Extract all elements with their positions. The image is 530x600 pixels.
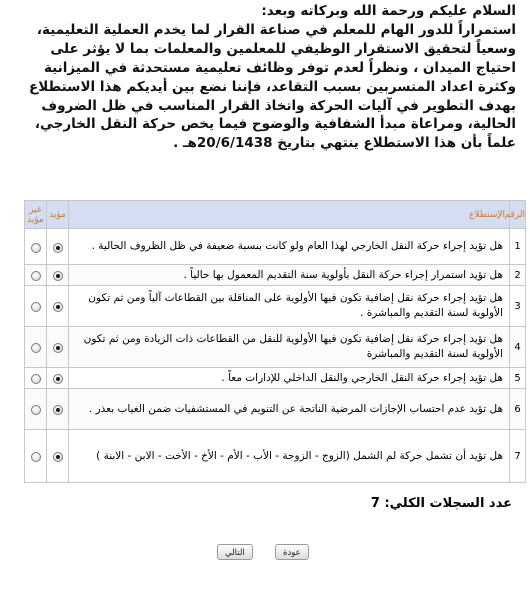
intro-line: بهدف التطوير في آليات الحركة واتخاذ القرار المناسب في ظل الضروف [41, 97, 516, 114]
intro-line: احتياج الميدان ، ونظراً لعدم توفر وظائف تعليمية مستحدثة في الميزانية [43, 59, 516, 76]
row-number: 6 [510, 389, 526, 430]
disagree-option[interactable] [25, 389, 47, 430]
agree-radio[interactable] [53, 405, 63, 415]
row-number: 7 [510, 430, 526, 483]
survey-table [24, 200, 526, 483]
survey-row [25, 286, 526, 327]
agree-radio[interactable] [53, 302, 63, 312]
agree-option[interactable] [47, 286, 69, 327]
agree-option[interactable] [47, 327, 69, 368]
agree-option[interactable] [47, 229, 69, 265]
survey-row [25, 389, 526, 430]
disagree-option[interactable] [25, 368, 47, 389]
intro-line: السلام عليكم ورحمة الله وبركاته وبعد: [261, 3, 516, 19]
row-question: هل تؤيد عدم احتساب الإجازات المرضية الناتجة عن التنويم في المستشفيات ضمن الغياب بعذر . [69, 389, 510, 430]
survey-row [25, 430, 526, 483]
disagree-option[interactable] [25, 265, 47, 286]
header-question: الإستطلاع [69, 201, 510, 229]
intro-line: وسعياً لتحقيق الاستقرار الوظيفي للمعلمين والمعلمات بما لا يؤثر على [50, 40, 516, 57]
header-number: الرقم [510, 201, 526, 229]
agree-radio[interactable] [53, 452, 63, 462]
row-question: هل تؤيد استمرار إجراء حركة النقل بأولوية سنة التقديم المعمول بها حالياً . [69, 265, 510, 286]
agree-radio[interactable] [53, 271, 63, 281]
disagree-radio[interactable] [31, 343, 41, 353]
survey-row [25, 265, 526, 286]
row-question: هل تؤيد إجراء حركة نقل إضافية تكون فيها الأولوية للنقل من القطاعات ذات الزيادة ومن ثم تكون الأولوية لسنة التقديم والمباشرة [69, 327, 510, 368]
disagree-radio[interactable] [31, 405, 41, 415]
intro-line: علماً بأن هذا الاستطلاع ينتهي بتاريخ 20/6/1438هـ . [173, 135, 516, 152]
row-question: هل تؤيد إجراء حركة النقل الخارجي والنقل الداخلي للإدارات معاً . [69, 368, 510, 389]
next-button[interactable]: التالي [217, 544, 253, 560]
row-question: هل تؤيد إجراء حركة نقل إضافية تكون فيها الأولوية على المناقلة بين القطاعات آلياً ومن ثم تكون الأولوية لسنة التقديم والمباشرة . [69, 286, 510, 327]
disagree-radio[interactable] [31, 302, 41, 312]
disagree-option[interactable] [25, 286, 47, 327]
agree-radio[interactable] [53, 243, 63, 253]
header-disagree: غير مؤيد [25, 201, 47, 229]
disagree-radio[interactable] [31, 374, 41, 384]
disagree-radio[interactable] [31, 452, 41, 462]
agree-option[interactable] [47, 368, 69, 389]
intro-line: الحالية، ومراعاة مبدأ الشفافية والوضوح فيما يخص حركة النقل الخارجي، [34, 116, 516, 133]
agree-option[interactable] [47, 389, 69, 430]
agree-option[interactable] [47, 430, 69, 483]
row-number: 4 [510, 327, 526, 368]
agree-radio[interactable] [53, 374, 63, 384]
intro-line: استمراراً للدور الهام للمعلم في صناعة القرار لما يخدم العملية التعليمية، [36, 21, 516, 38]
total-records: عدد السجلات الكلي: 7 [370, 496, 512, 511]
button-bar [213, 544, 333, 564]
header-agree: مؤيد [47, 201, 69, 229]
disagree-radio[interactable] [31, 271, 41, 281]
row-number: 5 [510, 368, 526, 389]
agree-option[interactable] [47, 265, 69, 286]
disagree-option[interactable] [25, 229, 47, 265]
row-number: 2 [510, 265, 526, 286]
back-button[interactable]: عودة [275, 544, 309, 560]
row-question: هل تؤيد إجراء حركة النقل الخارجي لهذا العام ولو كانت بنسبة ضعيفة في ظل الظروف الحالية . [69, 229, 510, 265]
disagree-option[interactable] [25, 327, 47, 368]
intro-line: وكثرة اعداد المتسربين بسبب التقاعد، فإننا نضع بين أيديكم هذا الاستطلاع [29, 78, 516, 95]
disagree-option[interactable] [25, 430, 47, 483]
survey-header-row [25, 201, 526, 229]
row-question: هل تؤيد أن تشمل حركة لم الشمل (الزوج - الزوجة - الأب - الأم - الأخ - الأخت - الابن - الابنة ) [69, 430, 510, 483]
row-number: 1 [510, 229, 526, 265]
agree-radio[interactable] [53, 343, 63, 353]
disagree-radio[interactable] [31, 243, 41, 253]
survey-row [25, 368, 526, 389]
row-number: 3 [510, 286, 526, 327]
survey-row [25, 327, 526, 368]
survey-row [25, 229, 526, 265]
intro-text [6, 2, 516, 153]
